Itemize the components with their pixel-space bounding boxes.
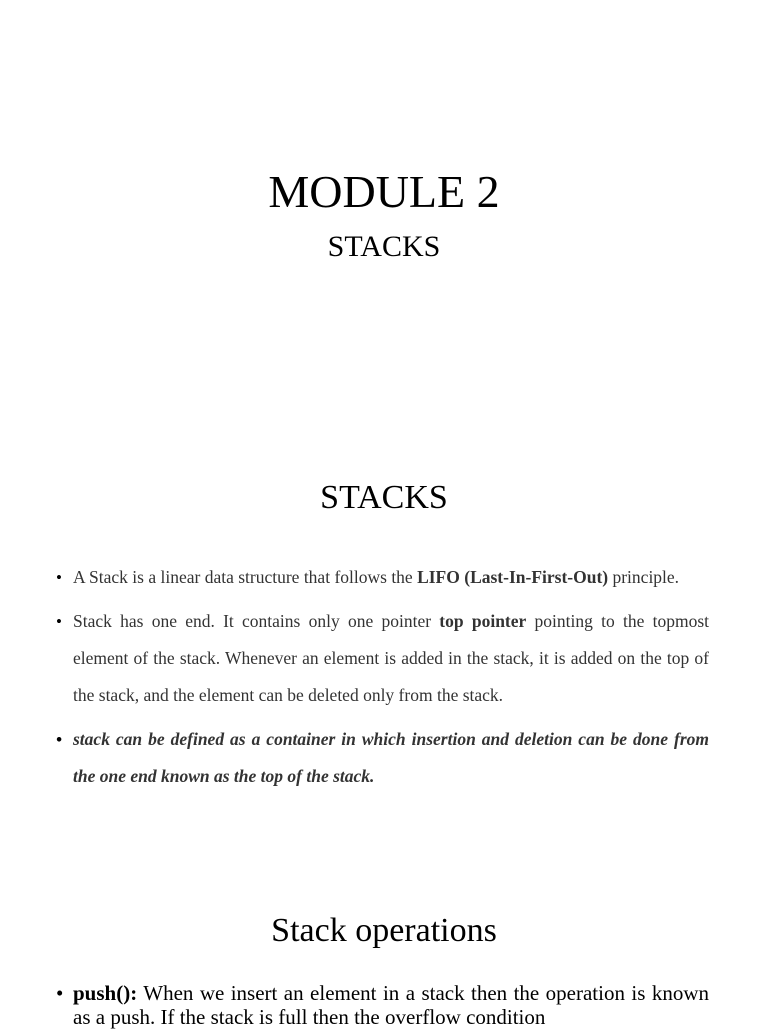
list-item	[56, 721, 709, 795]
bullet-text: Stack has one end. It contains only one pointer	[73, 611, 440, 631]
operations-list	[56, 981, 709, 1029]
module-title: MODULE 2	[268, 166, 500, 217]
bullet-icon: •	[56, 981, 64, 1005]
bullet-bold-text: top pointer	[439, 611, 527, 631]
section-title: STACKS	[320, 479, 448, 516]
bullet-icon: •	[56, 568, 62, 587]
bullet-bold-text: LIFO (Last-In-First-Out)	[417, 567, 609, 587]
bullet-icon: •	[56, 612, 62, 631]
bullet-icon: •	[56, 730, 62, 749]
bullet-text: A Stack is a linear data structure that follows the	[73, 567, 418, 587]
list-item	[56, 559, 709, 596]
list-item	[56, 981, 709, 1029]
bullet-text: pointing to the topmost element of the stack. Whenever an element is added in the stack, it is added on the top of the stack, and the element can be deleted only from the stack.	[73, 611, 710, 705]
operations-title: Stack operations	[271, 912, 497, 949]
operation-name: push():	[73, 981, 138, 1005]
module-subtitle: STACKS	[327, 230, 441, 263]
bullet-text: principle.	[608, 567, 680, 587]
bullet-text: stack can be defined as a container in which insertion and deletion can be done from the one end known as the top of the stack.	[73, 729, 709, 786]
definition-list	[56, 559, 709, 802]
list-item	[56, 603, 709, 714]
operation-description: When we insert an element in a stack then the operation is known as a push. If the stack is full then the overflow condition	[73, 981, 709, 1029]
